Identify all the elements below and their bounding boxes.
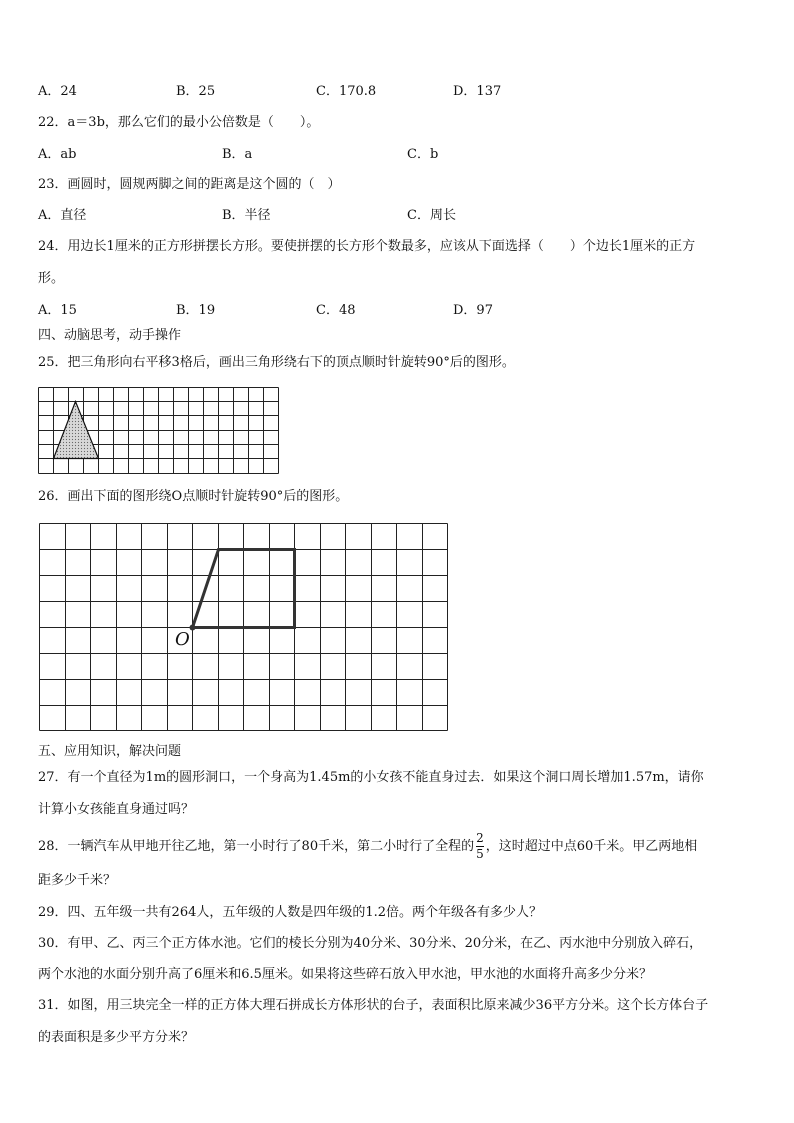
q26-point-o-label: O xyxy=(175,629,190,650)
q28-fraction-denominator: 5 xyxy=(476,847,484,861)
q22-option-a: A．ab xyxy=(38,147,77,162)
q21-option-c: C．170.8 xyxy=(316,84,377,99)
q30-text-line2: 两个水池的水面分别升高了6厘米和6.5厘米。如果将这些碎石放入甲水池，甲水池的水面将升高多少分米？ xyxy=(38,967,652,982)
q22-option-c: C．b xyxy=(407,147,439,162)
q24-option-d: D．97 xyxy=(453,303,493,318)
q24-text-line1: 24．用边长1厘米的正方形拼摆长方形。要使拼摆的长方形个数最多，应该从下面选择（ ）个边长1厘米的正方 xyxy=(38,239,696,254)
q25-text: 25．把三角形向右平移3格后，画出三角形绕右下的顶点顺时针旋转90°后的图形。 xyxy=(38,355,515,370)
q23-option-a: A．直径 xyxy=(38,208,87,223)
q28-fraction xyxy=(476,832,484,861)
q28-text-line1 xyxy=(38,830,697,864)
q26-point-o xyxy=(190,625,196,631)
q31-text-line1: 31．如图，用三块完全一样的正方体大理石拼成长方体形状的台子，表面积比原来减少36平方分米。这个长方体台子 xyxy=(38,998,709,1013)
q21-option-d: D．137 xyxy=(453,84,502,99)
q23-text: 23．画圆时，圆规两脚之间的距离是这个圆的（ ） xyxy=(38,177,341,192)
q24-option-b: B．19 xyxy=(176,303,216,318)
q23-option-b: B．半径 xyxy=(222,208,271,223)
q28-text-after: ，这时超过中点60千米。甲乙两地相 xyxy=(485,839,698,854)
q21-option-b: B．25 xyxy=(176,84,216,99)
q23-option-c: C．周长 xyxy=(407,208,456,223)
q28-text-before: 28．一辆汽车从甲地开往乙地，第一小时行了80千米，第二小时行了全程的 xyxy=(38,839,475,854)
q22-text: 22．a＝3b，那么它们的最小公倍数是（ ）。 xyxy=(38,115,320,130)
q27-text-line2: 计算小女孩能直身通过吗？ xyxy=(38,802,195,817)
section-4-heading: 四、动脑思考，动手操作 xyxy=(38,328,182,343)
q21-option-a: A．24 xyxy=(38,84,77,99)
q26-text: 26．画出下面的图形绕O点顺时针旋转90°后的图形。 xyxy=(38,489,349,504)
q25-grid-figure xyxy=(38,387,280,475)
q31-text-line2: 的表面积是多少平方分米？ xyxy=(38,1030,195,1045)
q24-option-a: A．15 xyxy=(38,303,77,318)
q29-text: 29．四、五年级一共有264人，五年级的人数是四年级的1.2倍。两个年级各有多少人？ xyxy=(38,905,543,920)
q24-option-c: C．48 xyxy=(316,303,356,318)
q24-text-line2: 形。 xyxy=(38,271,65,286)
section-5-heading: 五、应用知识，解决问题 xyxy=(38,744,182,759)
q28-fraction-numerator: 2 xyxy=(476,831,484,845)
q28-text-line2: 距多少千米？ xyxy=(38,873,117,888)
q27-text-line1: 27．有一个直径为1m的圆形洞口，一个身高为1.45m的小女孩不能直身过去．如果这个洞口周长增加1.57m，请你 xyxy=(38,770,704,785)
q26-grid-figure xyxy=(39,523,449,733)
q22-option-b: B．a xyxy=(222,147,253,162)
q30-text-line1: 30．有甲、乙、丙三个正方体水池。它们的棱长分别为40分米、30分米、20分米，在乙、丙水池中分别放入碎石， xyxy=(38,936,703,951)
